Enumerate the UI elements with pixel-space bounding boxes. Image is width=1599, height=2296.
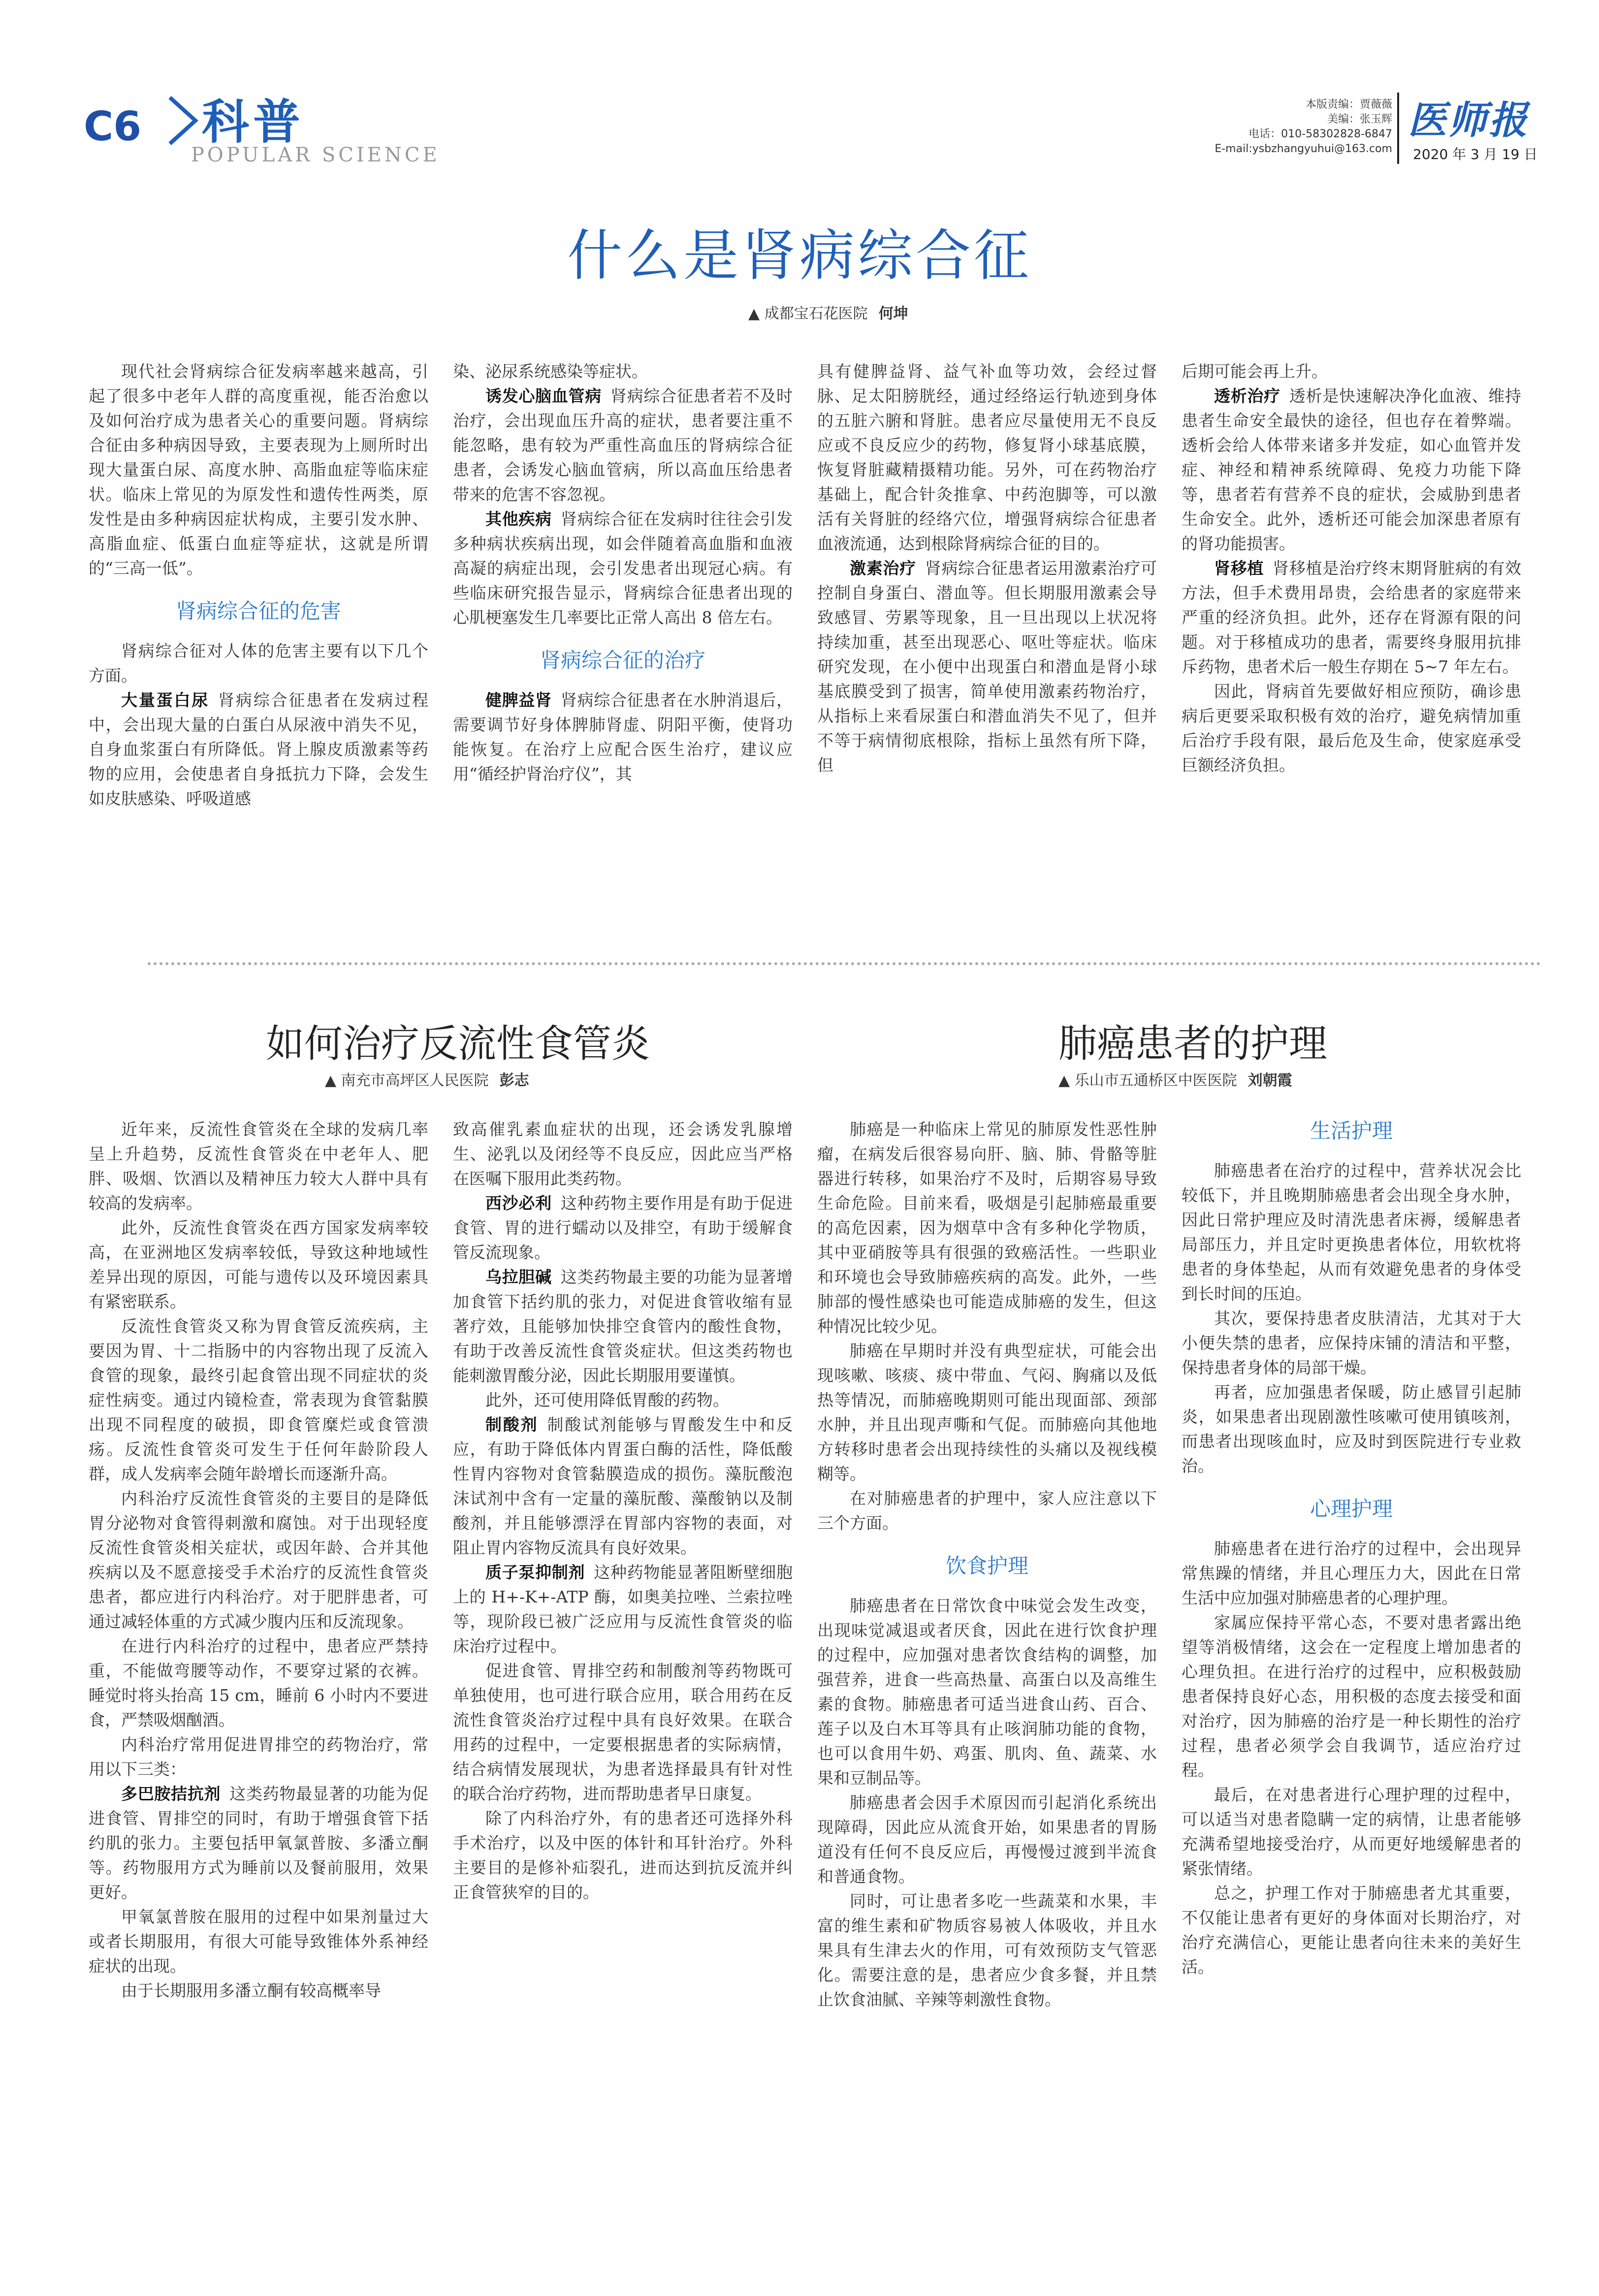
paragraph: 由于长期服用多潘立酮有较高概率导: [121, 1981, 381, 2000]
paragraph: 因此，肾病首先要做好相应预防，确诊患病后更要采取积极有效的治疗，避免病情加重后治疗手段有限，最后危及生命，使家庭承受巨额经济负担。: [1182, 682, 1521, 775]
lead-term: 透析治疗: [1214, 386, 1280, 406]
paragraph: 质子泵抑制剂 这种药物能显著阻断壁细胞上的 H+-K+-ATP 酶，如奥美拉唑、兰索拉唑等，现阶段已被广泛应用与反流性食管炎的临床治疗过程中。: [453, 1563, 793, 1656]
byline-author: 何坤: [878, 305, 908, 322]
lead-term: 西沙必利: [485, 1194, 552, 1213]
byline-org: ▲ 乐山市五通桥区中医医院: [1058, 1072, 1237, 1089]
publication-date: 2020 年 3 月 19 日: [1413, 146, 1538, 162]
paragraph: 反流性食管炎又称为胃食管反流疾病，主要因为胃、十二指肠中的内容物出现了反流入食管的现象，最终引起食管出现不同症状的炎症性病变。通过内镜检查，常表现为食管黏膜出现不同程度的破损，即食管糜烂或食管溃疡。反流性食管炎可发生于任何年龄阶段人群，成人发病率会随年龄增长而逐渐升高。: [89, 1317, 428, 1483]
lead-term: 质子泵抑制剂: [485, 1563, 585, 1582]
paragraph: 同时，可让患者多吃一些蔬菜和水果，丰富的维生素和矿物质容易被人体吸收，并且水果具有生津去火的作用，可有效预防支气管恶化。需要注意的是，患者应少食多餐，并且禁止饮食油腻、辛辣等刺激性食物。: [817, 1891, 1157, 2009]
paragraph: 近年来，反流性食管炎在全球的发病几率呈上升趋势，反流性食管炎在中老年人、肥胖、吸烟、饮酒以及精神压力较大人群中具有较高的发病率。: [89, 1120, 428, 1213]
article-byline: [325, 1068, 529, 1090]
article-column: [1182, 359, 1521, 896]
section-title: 科普: [202, 94, 304, 150]
paragraph: 肺癌是一种临床上常见的肺原发性恶性肿瘤，在病发后很容易向肝、脑、肺、骨骼等脏器进行转移，如果治疗不及时，后期容易导致生命危险。目前来看，吸烟是引起肺癌最重要的高危因素，因为烟草中含有多种化学物质，其中亚硝胺等具有很强的致癌活性。一些职业和环境也会导致肺癌疾病的高发。此外，一些肺部的慢性感染也可能造成肺癌的发生，但这种情况比较少见。: [817, 1120, 1157, 1336]
masthead-divider: [1397, 93, 1399, 164]
paragraph: 健脾益肾 肾病综合征患者在水肿消退后，需要调节好身体脾肺肾虚、阴阳平衡，使肾功能恢复。在治疗上应配合医生治疗，建议应用“循经护肾治疗仪”，其: [453, 691, 793, 784]
editor-credit: 本版责编：贾薇薇: [1305, 98, 1392, 111]
lead-term: 肾移植: [1214, 559, 1264, 578]
subheading: 生活护理: [1310, 1119, 1393, 1143]
paragraph: 致高催乳素血症状的出现，还会诱发乳腺增生、泌乳以及闭经等不良反应，因此应当严格在医嘱下服用此类药物。: [453, 1120, 793, 1188]
paragraph: 甲氧氯普胺在服用的过程中如果剂量过大或者长期服用，有很大可能导致锥体外系神经症状的出现。: [89, 1907, 428, 1976]
byline-org: ▲ 南充市高坪区人民医院: [325, 1072, 489, 1089]
paragraph: 激素治疗 肾病综合征患者运用激素治疗可控制自身蛋白、潜血等。但长期服用激素会导致感冒、劳累等现象，且一旦出现以上状况将持续加重，甚至出现恶心、呕吐等症状。临床研究发现，在小便中出现蛋白和潜血是肾小球基底膜受到了损害，简单使用激素药物治疗，从指标上来看尿蛋白和潜血消失不见了，但并不等于病情彻底根除，指标上虽然有所下降，但: [817, 559, 1157, 775]
subheading: 肾病综合征的危害: [175, 599, 341, 623]
article-byline: [748, 301, 908, 323]
lead-term: 制酸剂: [485, 1415, 539, 1434]
phone-credit: 电话：010-58302828-6847: [1248, 128, 1392, 140]
email-credit: E-mail:ysbzhangyuhui@163.com: [1215, 143, 1392, 155]
byline-author: 刘朝霞: [1247, 1072, 1292, 1089]
article-title: 什么是肾病综合征: [567, 224, 1032, 288]
chevron-right-icon: [165, 94, 204, 148]
paragraph: 内科治疗反流性食管炎的主要目的是降低胃分泌物对食管得刺激和腐蚀。对于出现轻度反流性食管炎相关症状，或因年龄、合并其他疾病以及不愿意接受手术治疗的反流性食管炎患者，都应进行内科治疗。对于肥胖患者，可通过减轻体重的方式减少腹内压和反流现象。: [89, 1489, 428, 1631]
paragraph: 肾病综合征对人体的危害主要有以下几个方面。: [89, 641, 428, 685]
paragraph: 肺癌患者会因手术原因而引起消化系统出现障碍，因此应从流食开始，如果患者的胃肠道没有任何不良反应后，再慢慢过渡到半流食和普通食物。: [817, 1793, 1157, 1886]
byline-author: 彭志: [499, 1072, 529, 1089]
paragraph: 其他疾病 肾病综合征在发病时往往会引发多种病状疾病出现，如会伴随着高血脂和血液高凝的病症出现，会引发患者出现冠心病。有些临床研究报告显示，肾病综合征患者出现的心肌梗塞发生几率要比正常人高出 8 倍左右。: [453, 509, 793, 627]
masthead: [0, 0, 1599, 167]
paragraph: 现代社会肾病综合征发病率越来越高，引起了很多中老年人群的高度重视，能否治愈以及如何治疗成为患者关心的重要问题。肾病综合征由多种病因导致，主要表现为上厕所时出现大量蛋白尿、高度水肿、高脂血症等临床症状。临床上常见的为原发性和遗传性两类，原发性是由多种病因症状构成，主要引发水肿、高脂血症、低蛋白血症等症状，这就是所谓的“三高一低”。: [89, 362, 428, 578]
designer-credit: 美编：张玉辉: [1327, 113, 1392, 126]
byline-org: ▲ 成都宝石花医院: [748, 305, 868, 322]
paragraph: 西沙必利 这种药物主要作用是有助于促进食管、胃的进行蠕动以及排空，有助于缓解食管反流现象。: [453, 1194, 793, 1262]
paragraph: 在对肺癌患者的护理中，家人应注意以下三个方面。: [817, 1489, 1157, 1533]
section-separator: [148, 962, 1541, 965]
subheading: 心理护理: [1310, 1497, 1393, 1521]
lead-term: 多巴胺拮抗剂: [121, 1784, 221, 1803]
lead-term: 大量蛋白尿: [121, 691, 210, 710]
paragraph: 大量蛋白尿 肾病综合征患者在发病过程中，会出现大量的白蛋白从尿液中消失不见，自身血浆蛋白有所降低。肾上腺皮质激素等药物的应用，会使患者自身抵抗力下降，会发生如皮肤感染、呼吸道感: [89, 691, 428, 808]
article-title: 肺癌患者的护理: [1058, 1022, 1328, 1066]
paragraph: 具有健脾益肾、益气补血等功效，会经过督脉、足太阳膀胱经，通过经络运行轨迹到身体的五脏六腑和肾脏。患者应尽量使用无不良反应或不良反应少的药物，修复肾小球基底膜，恢复肾脏藏精摄精功能。另外，可在药物治疗基础上，配合针灸推拿、中药泡脚等，可以激活有关肾脏的经络穴位，增强肾病综合征患者血液流通，达到根除肾病综合征的目的。: [817, 362, 1157, 553]
paragraph: 此外，反流性食管炎在西方国家发病率较高，在亚洲地区发病率较低，导致这种地域性差异出现的原因，可能与遗传以及环境因素具有紧密联系。: [89, 1218, 428, 1311]
newspaper-logo: 医师报: [1408, 98, 1530, 143]
lead-term: 乌拉胆碱: [485, 1267, 552, 1287]
subheading: 肾病综合征的治疗: [540, 648, 705, 672]
paragraph: 总之，护理工作对于肺癌患者尤其重要，不仅能让患者有更好的身体面对长期治疗，对治疗充满信心，更能让患者向往未来的美好生活。: [1182, 1884, 1521, 1977]
paragraph: 除了内科治疗外，有的患者还可选择外科手术治疗，以及中医的体针和耳针治疗。外科主要目的是修补疝裂孔，进而达到抗反流并纠正食管狭窄的目的。: [453, 1809, 793, 1902]
subheading: 饮食护理: [945, 1554, 1028, 1578]
paragraph: 在进行内科治疗的过程中，患者应严禁持重，不能做弯腰等动作，不要穿过紧的衣裤。睡觉时将头抬高 15 cm，睡前 6 小时内不要进食，严禁吸烟酗酒。: [89, 1636, 428, 1730]
paragraph: 染、泌尿系统感染等症状。: [453, 362, 648, 381]
paragraph: 其次，要保持患者皮肤清洁，尤其对于大小便失禁的患者，应保持床铺的清洁和平整，保持患者身体的局部干燥。: [1182, 1309, 1521, 1377]
lead-term: 诱发心脑血管病: [485, 386, 602, 406]
paragraph: 多巴胺拮抗剂 这类药物最显著的功能为促进食管、胃排空的同时，有助于增强食管下括约肌的张力。主要包括甲氧氯普胺、多潘立酮等。药物服用方式为睡前以及餐前服用，效果更好。: [89, 1784, 428, 1902]
paragraph: 最后，在对患者进行心理护理的过程中，可以适当对患者隐瞒一定的病情，让患者能够充满希望地接受治疗，从而更好地缓解患者的紧张情绪。: [1182, 1785, 1521, 1878]
paragraph: 此外，还可使用降低胃酸的药物。: [485, 1390, 729, 1410]
lead-term: 其他疾病: [485, 509, 552, 529]
article-byline: [1058, 1068, 1292, 1090]
paragraph: 诱发心脑血管病 肾病综合征患者若不及时治疗，会出现血压升高的症状，患者要注重不能忽略，患有较为严重性高血压的肾病综合征患者，会诱发心脑血管病，所以高血压给患者带来的危害不容忽视。: [453, 386, 793, 504]
paragraph: 肺癌患者在日常饮食中味觉会发生改变，出现味觉减退或者厌食，因此在进行饮食护理的过程中，应加强对患者饮食结构的调整，加强营养，进食一些高热量、高蛋白以及高维生素的食物。肺癌患者可适当进食山药、百合、莲子以及白木耳等具有止咳润肺功能的食物，也可以食用牛奶、鸡蛋、肌肉、鱼、蔬菜、水果和豆制品等。: [817, 1596, 1157, 1788]
article-column: [1182, 1117, 1521, 2215]
article-column: [89, 359, 428, 896]
paragraph: 家属应保持平常心态，不要对患者露出绝望等消极情绪，这会在一定程度上增加患者的心理负担。在进行治疗的过程中，应积极鼓励患者保持良好心态，用积极的态度去接受和面对治疗，因为肺癌的治疗是一种长期性的治疗过程，患者必须学会自我调节，适应治疗过程。: [1182, 1613, 1521, 1780]
article-column: [453, 359, 793, 896]
paragraph: 内科治疗常用促进胃排空的药物治疗，常用以下三类：: [89, 1735, 428, 1779]
staff-credits: [1215, 97, 1392, 157]
paragraph: 肾移植 肾移植是治疗终末期肾脏病的有效方法，但手术费用昂贵，会给患者的家庭带来严重的经济负担。此外，还存在肾源有限的问题。对于移植成功的患者，需要终身服用抗排斥药物，患者术后一般生存期在 5~7 年左右。: [1182, 559, 1521, 676]
paragraph: 再者，应加强患者保暖，防止感冒引起肺炎，如果患者出现剧激性咳嗽可使用镇咳剂，而患者出现咳血时，应及时到医院进行专业救治。: [1182, 1383, 1521, 1476]
paragraph: 肺癌患者在治疗的过程中，营养状况会比较低下，并且晚期肺癌患者会出现全身水肿，因此日常护理应及时清洗患者床褥，缓解患者局部压力，并且定时更换患者体位，用软枕将患者的身体垫起，从而有效避免患者的身体受到长时间的压迫。: [1182, 1161, 1521, 1303]
article-title: 如何治疗反流性食管炎: [266, 1022, 650, 1066]
section-subtitle: POPULAR SCIENCE: [191, 144, 440, 166]
paragraph: 制酸剂 制酸试剂能够与胃酸发生中和反应，有助于降低体内胃蛋白酶的活性，降低酸性胃内容物对食管黏膜造成的损伤。藻朊酸泡沫试剂中含有一定量的藻朊酸、藻酸钠以及制酸剂，并且能够漂浮在胃部内容物的表面，对阻止胃内容物反流具有良好效果。: [453, 1415, 793, 1557]
lead-term: 健脾益肾: [485, 691, 552, 710]
article-column: [453, 1117, 793, 2215]
article-column: [817, 359, 1157, 896]
page-number: C6: [84, 103, 142, 150]
article-column: [817, 1117, 1157, 2215]
paragraph: 透析治疗 透析是快速解决净化血液、维持患者生命安全最快的途径，但也存在着弊端。透析会给人体带来诸多并发症，如心血管并发症、神经和精神系统障碍、免疫力功能下降等，患者若有营养不良的症状，会威胁到患者生命安全。此外，透析还可能会加深患者原有的肾功能损害。: [1182, 386, 1521, 553]
paragraph: 后期可能会再上升。: [1182, 362, 1328, 381]
paragraph: 肺癌在早期时并没有典型症状，可能会出现咳嗽、咳痰、痰中带血、气闷、胸痛以及低热等情况，而肺癌晚期则可能出现面部、颈部水肿，并且出现声嘶和气促。而肺癌向其他地方转移时患者会出现持续性的头痛以及视线模糊等。: [817, 1341, 1157, 1483]
lead-term: 激素治疗: [850, 559, 916, 578]
article-column: [89, 1117, 428, 2215]
paragraph: 肺癌患者在进行治疗的过程中，会出现异常焦躁的情绪，并且心理压力大，因此在日常生活中应加强对肺癌患者的心理护理。: [1182, 1539, 1521, 1607]
paragraph: 乌拉胆碱 这类药物最主要的功能为显著增加食管下括约肌的张力，对促进食管收缩有显著疗效，且能够加快排空食管内的酸性食物，有助于改善反流性食管炎症状。但这类药物也能刺激胃酸分泌，因此长期服用要谨慎。: [453, 1267, 793, 1385]
paragraph: 促进食管、胃排空药和制酸剂等药物既可单独使用，也可进行联合应用，联合用药在反流性食管炎治疗过程中具有良好效果。在联合用药的过程中，一定要根据患者的实际病情，结合病情发展现状，为患者选择最具有针对性的联合治疗药物，进而帮助患者早日康复。: [453, 1661, 793, 1803]
